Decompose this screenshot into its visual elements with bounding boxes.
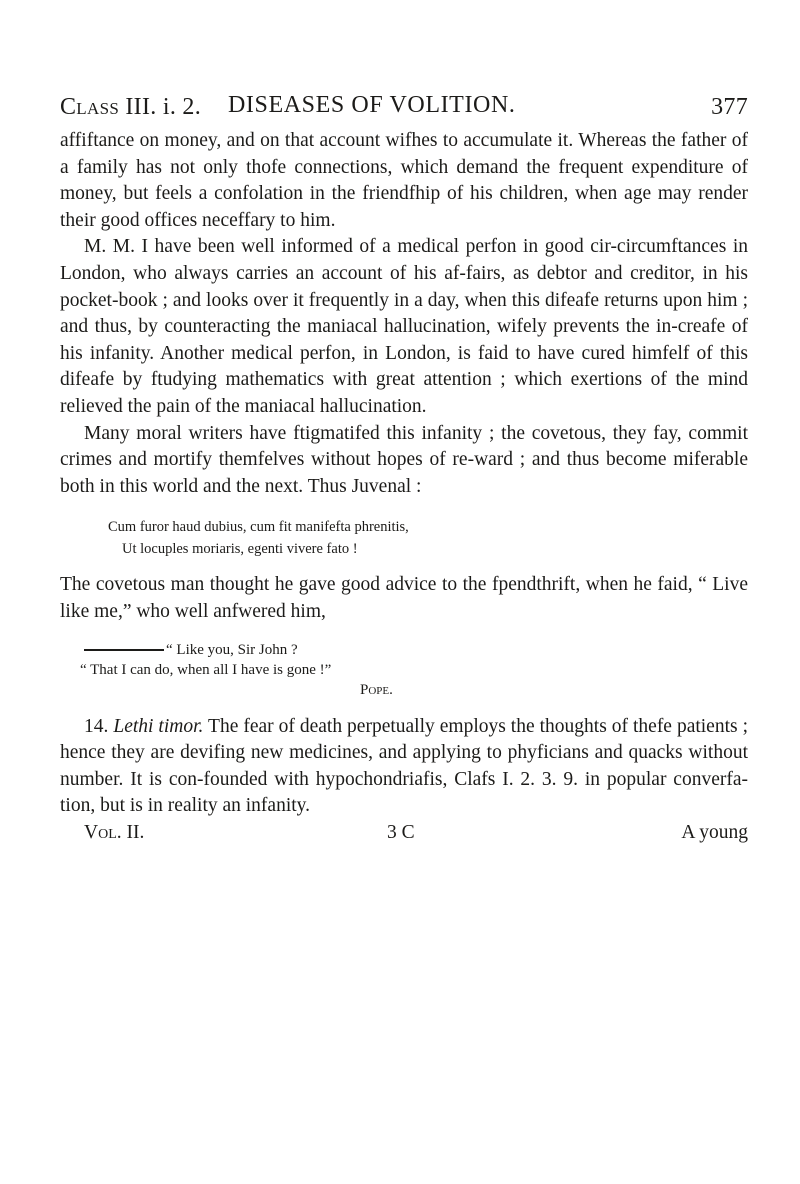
em-dash-rule (84, 649, 164, 651)
page-title: DISEASES OF VOLITION. (228, 92, 516, 118)
page-number: 377 (711, 94, 748, 120)
book-page (60, 88, 748, 850)
latin-quote (60, 516, 748, 560)
paragraph-1: affiftance on money, and on that account wifhes to accumulate it. Whereas the father of a family has not only thofe connections, which demand the frequent expenditure of money, but feels a confolation in the friendfhip of his children, when age may render their good offices neceffary to him. (60, 130, 748, 231)
section-title: Lethi timor. (113, 715, 204, 737)
volume-label: Vol. II. (84, 821, 145, 843)
running-header (60, 88, 748, 122)
catchword: A young (681, 821, 748, 843)
verse-quote (60, 640, 748, 700)
section-14 (60, 714, 748, 820)
latin-quote-line-1: Cum furor haud dubius, cum fit manifefta phrenitis, (108, 519, 409, 536)
verse-attribution: Pope. (360, 681, 393, 698)
class-number: III. i. 2. (125, 94, 202, 120)
latin-quote-line-2: Ut locuples moriaris, egenti vivere fato ! (122, 541, 358, 558)
verse-line-1-text: “ Like you, Sir John ? (166, 641, 298, 658)
class-label: Class (60, 94, 120, 120)
section-text: The fear of death perpetually employs the thoughts of thefe patients ; hence they are devifing new medicines, and applying to phyficians and quacks without number. It is con-founded with hypochondriafis, Clafs I. 2. 3. 9. in popular converfa-tion, but is in reality an infanity. (60, 715, 748, 817)
paragraph-3: Many moral writers have ftigmatifed this infanity ; the covetous, they fay, commit crimes and mortify themfelves without hopes of re-ward ; and thus become miferable both in this world and the next. Thus Juvenal : (60, 422, 748, 497)
section-number: 14. (84, 715, 109, 737)
verse-line-1 (60, 640, 748, 660)
class-reference (60, 94, 201, 121)
paragraph-2: M. M. I have been well informed of a medical perfon in good cir-circumftances in London, who always carries an account of his af-fairs, as debtor and creditor, in his pocket-book ; and looks over it frequently in a day, when this difeafe returns upon him ; and thus, by counteracting the maniacal hallucination, wifely prevents the in-creafe of his infanity. Another medical perfon, in London, is faid to have cured himfelf of this difeafe by ftudying mathematics with great attention ; which exertions of the mind relieved the pain of the maniacal hallucination. (60, 236, 748, 417)
verse-line-2: “ That I can do, when all I have is gone !” (80, 661, 332, 678)
signature-mark: 3 C (387, 821, 415, 843)
page-footer (60, 820, 748, 850)
paragraph-4: The covetous man thought he gave good advice to the fpendthrift, when he faid, “ Live like me,” who well anfwered him, (60, 574, 748, 622)
